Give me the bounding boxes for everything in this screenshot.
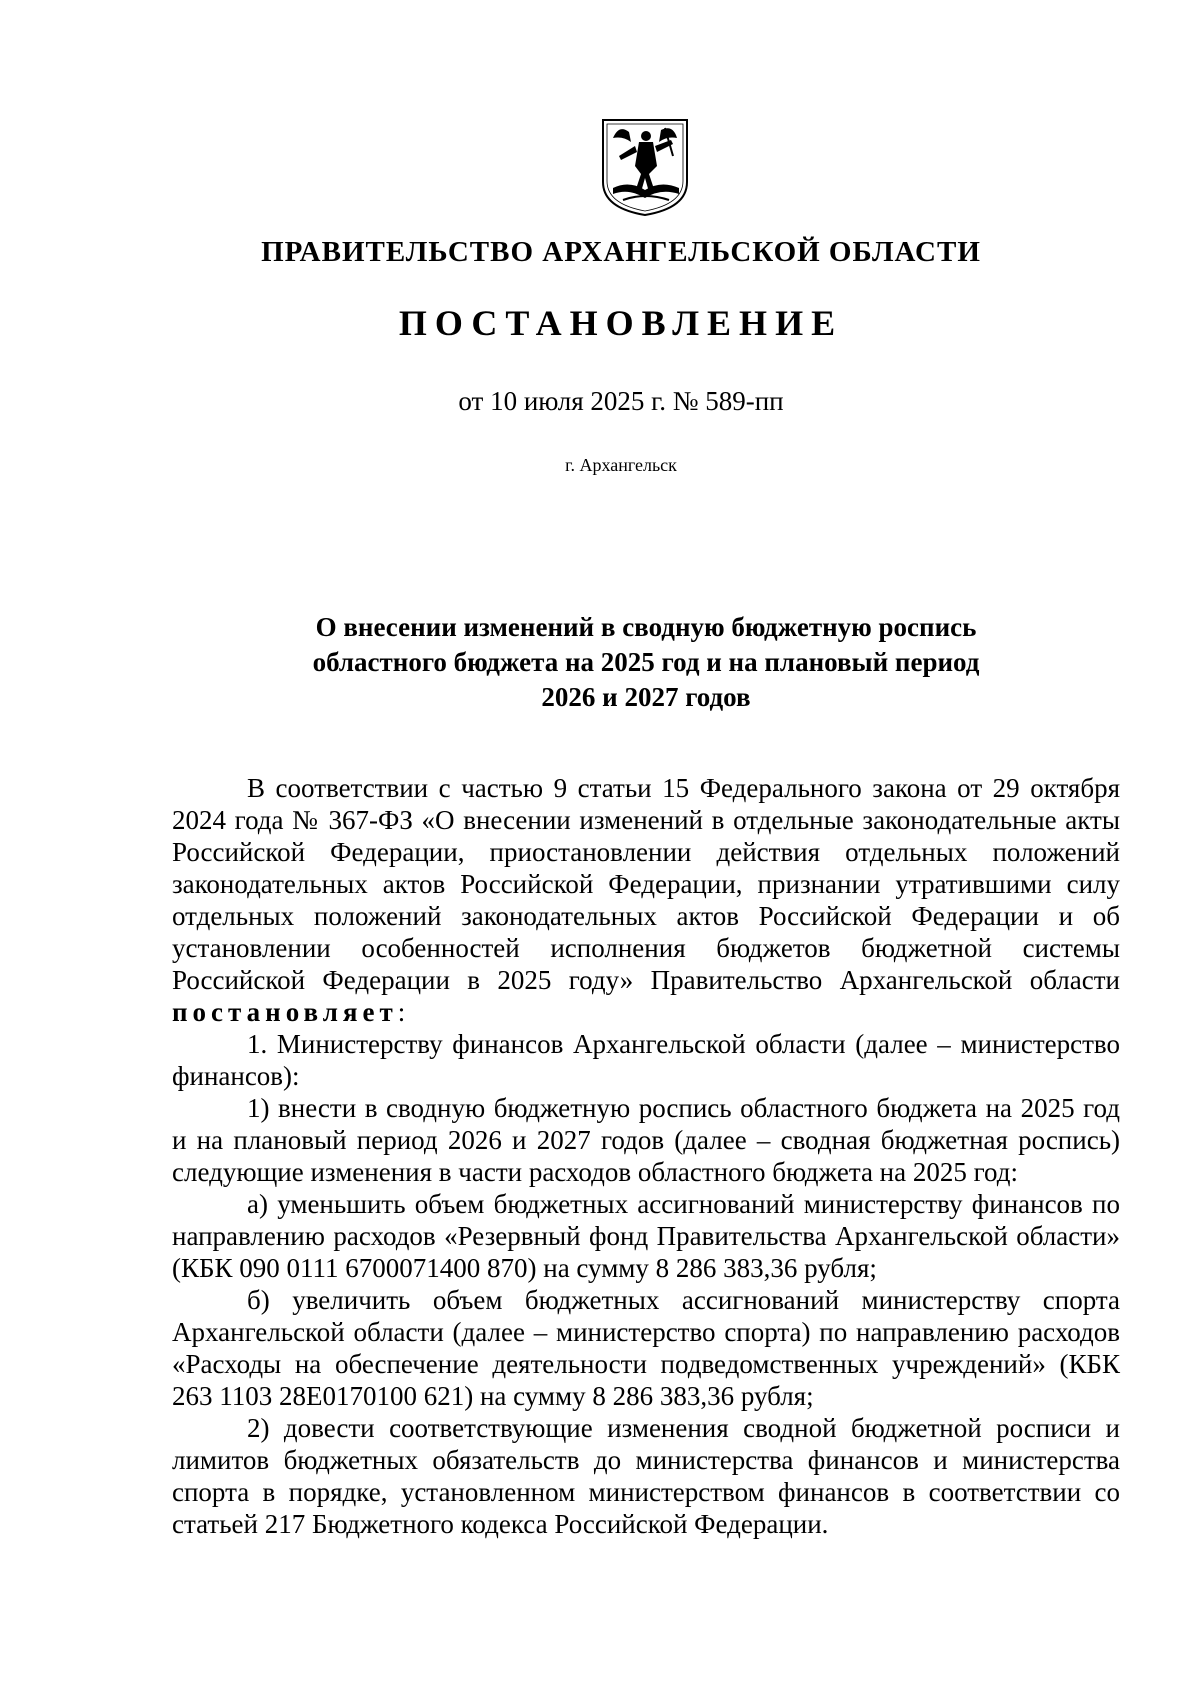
clause-1-2: 2) довести соответствующие изменения сводной бюджетной росписи и лимитов бюджетных обязательств до министерства финансов и министерства спорта в порядке, установленном министерством финансов в соответствии со статьей 217 Бюджетного кодекса Российской Федерации. [172,1413,1120,1539]
preamble-paragraph [172,772,1120,1028]
clause-1-1: 1) внести в сводную бюджетную роспись областного бюджета на 2025 год и на плановый период 2026 и 2027 годов (далее – сводная бюджетная роспись) следующие изменения в части расходов областного бюджета на 2025 год: [172,1093,1120,1187]
clause-1-1-a: а) уменьшить объем бюджетных ассигнований министерству финансов по направлению расходов «Резервный фонд Правительства Архангельской области» (КБК 090 0111 6700071400 870) на сумму 8 286 383,36 рубля; [172,1189,1120,1283]
date-and-number: от 10 июля 2025 г. № 589-пп [458,386,784,416]
clause-1: 1. Министерству финансов Архангельской области (далее – министерство финансов): [172,1029,1120,1091]
resolves-colon: : [397,997,406,1027]
title-line: О внесении изменений в сводную бюджетную роспись [315,612,977,642]
clause-1-1-b: б) увеличить объем бюджетных ассигнований министерству спорта Архангельской области (далее – министерство спорта) по направлению расходов «Расходы на обеспечение деятельности подведомственных учреждений» (КБК 263 1103 28Е0170100 621) на сумму 8 286 383,36 рубля; [172,1285,1120,1411]
title-line: 2026 и 2027 годов [541,682,751,712]
document-body [172,772,1120,1540]
city: г. Архангельск [565,455,677,475]
document-type: ПОСТАНОВЛЕНИЕ [398,303,844,343]
resolves-word: постановляет [172,997,398,1027]
preamble-text: В соответствии с частью 9 статьи 15 Федерального закона от 29 октября 2024 года № 367-ФЗ «О внесении изменений в отдельные законодательные акты Российской Федерации, приостановлении действия отдельных положений законодательных актов Российской Федерации, признании утратившими силу отдельных положений законодательных актов Российской Федерации и об установлении особенностей исполнения бюджетов бюджетной системы Российской Федерации в 2025 году» Правительство Архангельской области [172,773,1120,995]
coat-of-arms-icon [599,116,691,218]
government-name: ПРАВИТЕЛЬСТВО АРХАНГЕЛЬСКОЙ ОБЛАСТИ [261,236,981,268]
title-line: областного бюджета на 2025 год и на плановый период [312,647,980,677]
document-title [172,610,1120,715]
